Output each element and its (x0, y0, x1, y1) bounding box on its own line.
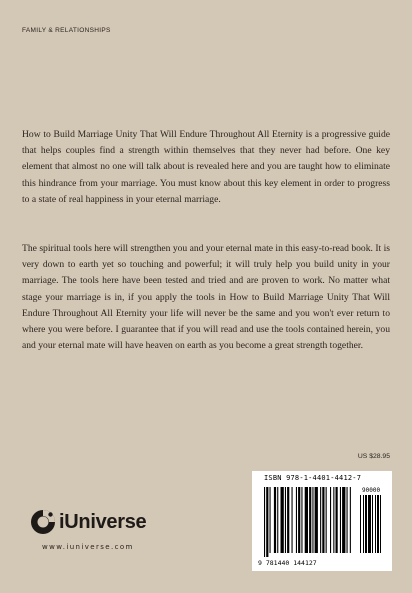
barcode-bar (274, 487, 276, 553)
barcode-bar (309, 487, 311, 553)
barcode-bar (347, 487, 348, 553)
price-code: 90000 (362, 487, 381, 494)
publisher-logo (30, 509, 146, 535)
barcode-bar (330, 487, 331, 553)
barcode-digits: 9 781440 144127 (258, 559, 317, 567)
barcode-bar (336, 487, 338, 553)
barcode-bar (312, 487, 313, 553)
addon-bar (375, 495, 376, 553)
barcode-bar (320, 487, 321, 553)
barcode-bar (305, 487, 308, 553)
barcode-bar (301, 487, 302, 553)
barcode-bar (287, 487, 289, 553)
barcode-icon (256, 483, 388, 559)
barcode-bar (285, 487, 286, 553)
description-paragraph-1: How to Build Marriage Unity That Will Endure Throughout All Eternity is a progressive guide that helps couples find a strength within themselves that they never had before. One key element that almost no one will talk about is revealed here and you are taught how to eliminate this hindrance from your marriage. You must know about this key element in order to progress to a state of real happiness in your eternal marriage. (22, 129, 390, 205)
description-paragraph-2: The spiritual tools here will strengthen you and your eternal mate in this easy-to-read book. It is very down to earth yet so touching and powerful; it will truly help you build unity in your marriage. The tools here have been tested and tried and are proven to work. No matter what stage your marriage is in, if you apply the tools in How to Build Marriage Unity That Will Endure Throughout All Eternity your life will never be the same and you won't ever return to where you were before. I guarantee that if you will read and use the tools contained herein, you and your eternal mate will have heaven on earth as you become a great strength together. (22, 243, 390, 352)
barcode-bar (281, 487, 284, 553)
barcode-bar (292, 487, 293, 553)
barcode-bar (270, 487, 271, 553)
addon-bar (365, 495, 367, 553)
barcode-bar (298, 487, 300, 553)
barcode-bar (322, 487, 324, 553)
barcode-bar (266, 487, 268, 557)
barcode-bar (350, 487, 351, 553)
isbn-barcode (252, 471, 392, 571)
barcode-bar (264, 487, 265, 557)
category-label: FAMILY & RELATIONSHIPS (22, 27, 111, 34)
publisher-url: www.iuniverse.com (42, 543, 134, 551)
addon-bar (360, 495, 361, 553)
addon-bar (377, 495, 379, 553)
isbn-label: ISBN 978-1-4401-4412-7 (264, 474, 362, 482)
barcode-bar (315, 487, 318, 553)
barcode-bar (333, 487, 334, 553)
barcode-bar (296, 487, 297, 553)
barcode-bar (340, 487, 341, 553)
publisher-name: iUniverse (59, 510, 147, 533)
barcode-bar (326, 487, 327, 553)
barcode-bar (277, 487, 278, 553)
addon-bar (368, 495, 371, 553)
barcode-bar (342, 487, 345, 553)
addon-bar (372, 495, 373, 553)
addon-bar (380, 495, 381, 553)
addon-bar (363, 495, 364, 553)
iuniverse-logo-icon (30, 509, 56, 535)
price-label: US $28.95 (357, 453, 390, 460)
